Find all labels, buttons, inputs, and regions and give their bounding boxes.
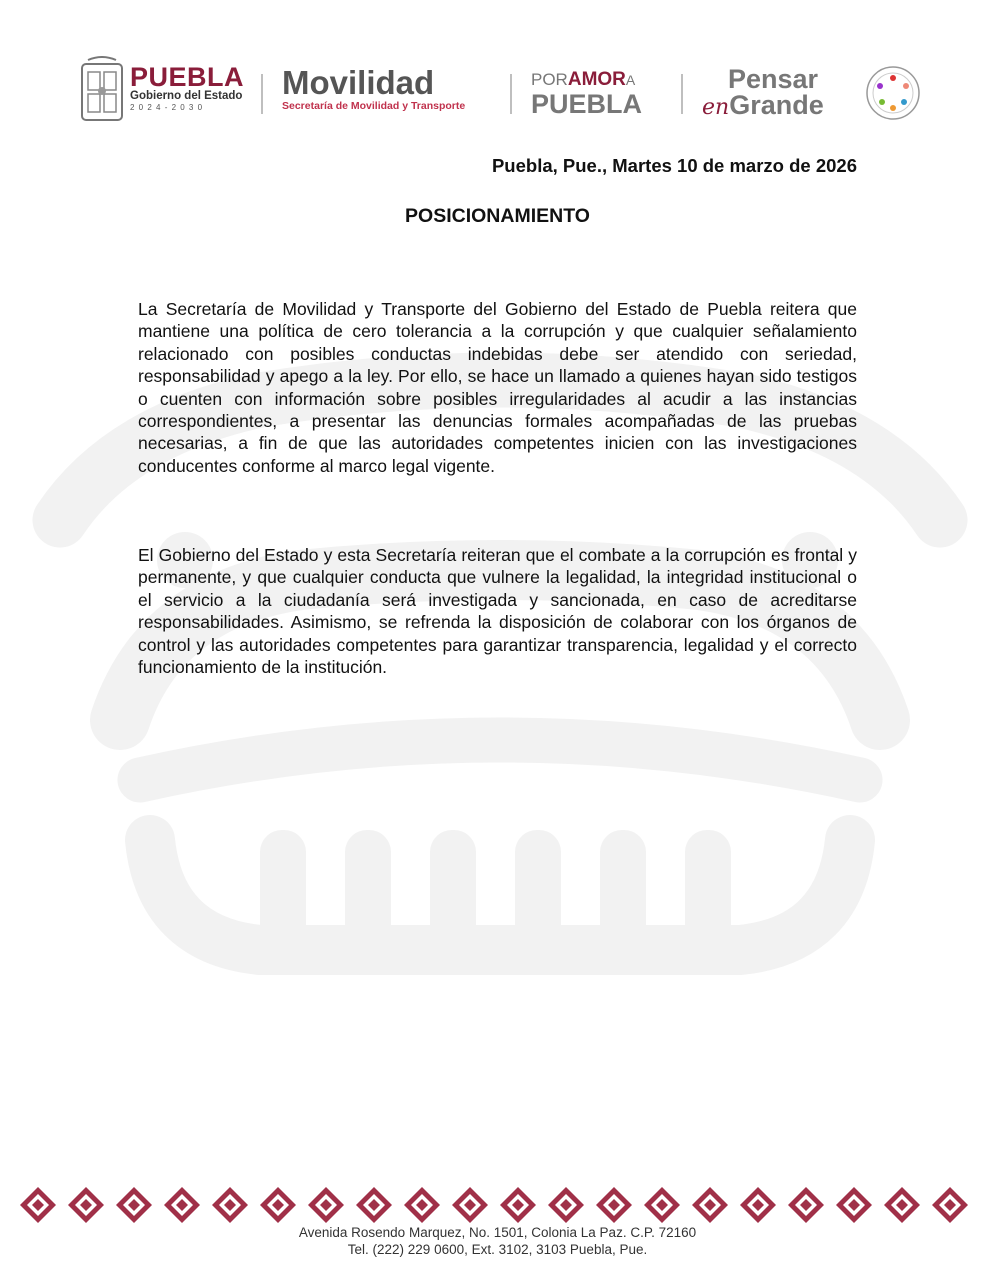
gobierno-subtitle: Gobierno del Estado <box>130 90 243 102</box>
body-paragraph: La Secretaría de Movilidad y Transporte del Gobierno del Estado de Puebla reitera que mantiene una política de cero tolerancia a la corrupción y que cualquier señalamiento relacionado con posibles conductas indebidas debe ser atendido con seriedad, responsabilidad y apego a la ley. Por ello, se hace un llamado a quienes hayan sido testigos o cuenten con información sobre posibles irregularidades al acudir a las instancias correspondientes, a presentar las denuncias formales acompañadas de las pruebas necesarias, a fin de que las autoridades competentes inicien con las investigaciones conducentes conforme al marco legal vigente. <box>138 299 857 476</box>
movilidad-wordmark: Movilidad <box>282 64 435 101</box>
por-text: POR <box>531 70 568 89</box>
header-logos <box>78 52 928 132</box>
grande-text: Grande <box>729 90 824 120</box>
document-title: POSICIONAMIENTO <box>405 205 590 227</box>
footer-pattern <box>18 1185 978 1225</box>
movilidad-logo <box>282 66 502 112</box>
igualdad-seal-icon <box>864 64 922 122</box>
puebla-text: PUEBLA <box>531 89 643 119</box>
a-text: A <box>625 72 636 88</box>
footer-address: Avenida Rosendo Marquez, No. 1501, Colonia La Paz. C.P. 72160 <box>298 1225 697 1240</box>
footer-contact <box>0 1224 995 1258</box>
document-date: Puebla, Pue., Martes 10 de marzo de 2026 <box>491 155 857 176</box>
body-paragraph: El Gobierno del Estado y esta Secretaría reiteran que el combate a la corrupción es frontal y permanente, y que cualquier conducta que vulnere la legalidad, la integridad institucional o el servicio a la ciudadanía será investigada y sancionada, en caso de acreditarse responsabilidades. Asimismo, se refrenda la disposición de colaborar con los órganos de control y las autoridades competentes para garantizar transparencia, legalidad y el correcto funcionamiento de la institución. <box>138 545 857 678</box>
en-text: en <box>702 95 730 120</box>
years-label: 2 0 2 4 - 2 0 3 0 <box>130 103 204 112</box>
por-amor-a-puebla-logo <box>531 70 671 117</box>
logo-divider <box>681 74 683 114</box>
amor-text: AMOR <box>567 69 626 90</box>
puebla-gobierno-logo <box>130 64 260 113</box>
pensar-text: Pensar <box>728 64 819 94</box>
movilidad-subtitle: Secretaría de Movilidad y Transporte <box>282 100 466 112</box>
pensar-en-grande-logo <box>702 66 852 123</box>
footer-phone: Tel. (222) 229 0600, Ext. 3102, 3103 Puebla, Pue. <box>347 1242 648 1257</box>
coat-of-arms-icon <box>78 56 126 126</box>
puebla-wordmark: PUEBLA <box>130 62 245 92</box>
logo-divider <box>261 74 263 114</box>
logo-divider <box>510 74 512 114</box>
